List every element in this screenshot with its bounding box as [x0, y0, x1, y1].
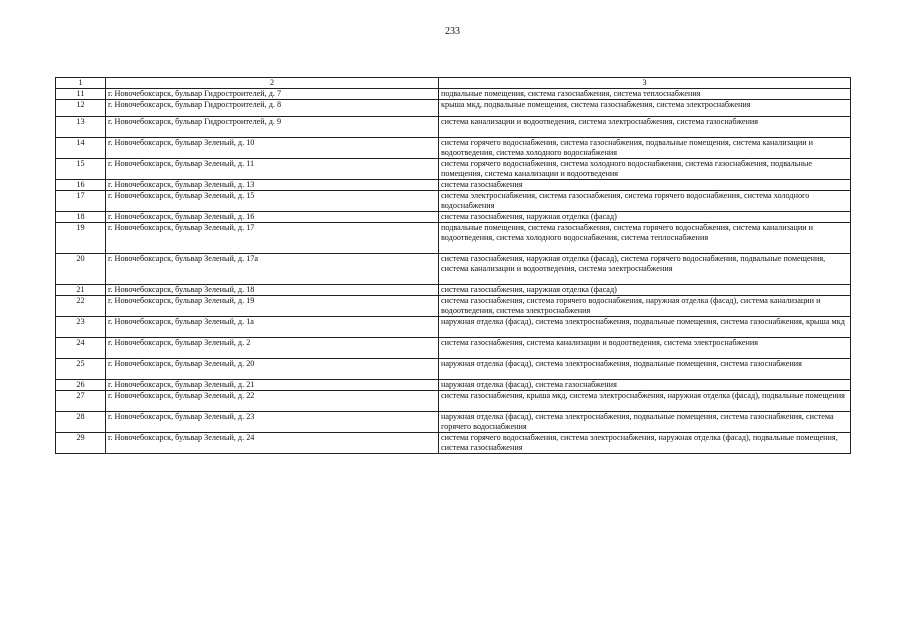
row-number: 28 [56, 412, 106, 433]
table-row [56, 159, 851, 180]
table-row [56, 191, 851, 212]
row-works: система канализации и водоотведения, система электроснабжения, система газоснабжения [439, 117, 851, 138]
table-row [56, 433, 851, 454]
row-number: 23 [56, 317, 106, 338]
row-address: г. Новочебоксарск, бульвар Зеленый, д. 1а [106, 317, 439, 338]
row-number: 20 [56, 254, 106, 285]
row-address: г. Новочебоксарск, бульвар Зеленый, д. 10 [106, 138, 439, 159]
table-row [56, 117, 851, 138]
row-number: 22 [56, 296, 106, 317]
page-number: 233 [445, 26, 460, 37]
row-address: г. Новочебоксарск, бульвар Гидростроителей, д. 8 [106, 100, 439, 117]
table-row [56, 223, 851, 254]
row-address: г. Новочебоксарск, бульвар Зеленый, д. 16 [106, 212, 439, 223]
row-address: г. Новочебоксарск, бульвар Гидростроителей, д. 7 [106, 89, 439, 100]
row-works: наружная отделка (фасад), система электроснабжения, подвальные помещения, система газоснабжения, система горячего водоснабжения [439, 412, 851, 433]
row-address: г. Новочебоксарск, бульвар Гидростроителей, д. 9 [106, 117, 439, 138]
row-works: крыша мкд, подвальные помещения, система газоснабжения, система электроснабжения [439, 100, 851, 117]
row-address: г. Новочебоксарск, бульвар Зеленый, д. 2 [106, 338, 439, 359]
row-address: г. Новочебоксарск, бульвар Зеленый, д. 17а [106, 254, 439, 285]
row-works: система газоснабжения, наружная отделка (фасад) [439, 285, 851, 296]
table-row [56, 317, 851, 338]
row-number: 14 [56, 138, 106, 159]
table-row [56, 338, 851, 359]
row-works: подвальные помещения, система газоснабжения, система горячего водоснабжения, система канализации и водоотведения, система холодного водоснабжения, система теплоснабжения [439, 223, 851, 254]
row-number: 27 [56, 391, 106, 412]
row-works: наружная отделка (фасад), система электроснабжения, подвальные помещения, система газоснабжения [439, 359, 851, 380]
table-row [56, 412, 851, 433]
row-address: г. Новочебоксарск, бульвар Зеленый, д. 15 [106, 191, 439, 212]
row-number: 24 [56, 338, 106, 359]
row-number: 19 [56, 223, 106, 254]
row-number: 26 [56, 380, 106, 391]
table-row [56, 359, 851, 380]
row-address: г. Новочебоксарск, бульвар Зеленый, д. 24 [106, 433, 439, 454]
row-works: система газоснабжения, наружная отделка (фасад), система горячего водоснабжения, подвальные помещения, система канализации и водоотведения, система электроснабжения [439, 254, 851, 285]
table-row [56, 296, 851, 317]
row-address: г. Новочебоксарск, бульвар Зеленый, д. 19 [106, 296, 439, 317]
table-row [56, 138, 851, 159]
row-works: система горячего водоснабжения, система газоснабжения, подвальные помещения, система канализации и водоотведения, система холодного водоснабжения [439, 138, 851, 159]
building-works-table [55, 77, 851, 454]
row-address: г. Новочебоксарск, бульвар Зеленый, д. 23 [106, 412, 439, 433]
row-works: система газоснабжения, система горячего водоснабжения, наружная отделка (фасад), система канализации и водоотведения, система электроснабжения [439, 296, 851, 317]
row-number: 15 [56, 159, 106, 180]
row-number: 29 [56, 433, 106, 454]
row-works: система газоснабжения [439, 180, 851, 191]
row-number: 12 [56, 100, 106, 117]
row-works: система газоснабжения, крыша мкд, система электроснабжения, наружная отделка (фасад), подвальные помещения [439, 391, 851, 412]
column-header-number: 1 [56, 78, 106, 89]
row-number: 18 [56, 212, 106, 223]
row-works: система газоснабжения, наружная отделка (фасад) [439, 212, 851, 223]
row-address: г. Новочебоксарск, бульвар Зеленый, д. 20 [106, 359, 439, 380]
row-number: 25 [56, 359, 106, 380]
row-address: г. Новочебоксарск, бульвар Зеленый, д. 11 [106, 159, 439, 180]
row-works: система электроснабжения, система газоснабжения, система горячего водоснабжения, система холодного водоснабжения [439, 191, 851, 212]
row-works: наружная отделка (фасад), система газоснабжения [439, 380, 851, 391]
table-header-row [56, 78, 851, 89]
row-address: г. Новочебоксарск, бульвар Зеленый, д. 13 [106, 180, 439, 191]
table-row [56, 380, 851, 391]
row-number: 16 [56, 180, 106, 191]
row-works: система горячего водоснабжения, система холодного водоснабжения, система газоснабжения, подвальные помещения, система канализации и водоотведения [439, 159, 851, 180]
row-address: г. Новочебоксарск, бульвар Зеленый, д. 21 [106, 380, 439, 391]
row-address: г. Новочебоксарск, бульвар Зеленый, д. 17 [106, 223, 439, 254]
table-row [56, 285, 851, 296]
row-works: наружная отделка (фасад), система электроснабжения, подвальные помещения, система газоснабжения, крыша мкд [439, 317, 851, 338]
row-number: 21 [56, 285, 106, 296]
row-number: 11 [56, 89, 106, 100]
row-number: 17 [56, 191, 106, 212]
row-address: г. Новочебоксарск, бульвар Зеленый, д. 18 [106, 285, 439, 296]
table-row [56, 254, 851, 285]
row-address: г. Новочебоксарск, бульвар Зеленый, д. 22 [106, 391, 439, 412]
column-header-works: 3 [439, 78, 851, 89]
row-number: 13 [56, 117, 106, 138]
row-works: подвальные помещения, система газоснабжения, система теплоснабжения [439, 89, 851, 100]
table-row [56, 180, 851, 191]
column-header-address: 2 [106, 78, 439, 89]
table-row [56, 391, 851, 412]
row-works: система горячего водоснабжения, система электроснабжения, наружная отделка (фасад), подвальные помещения, система газоснабжения [439, 433, 851, 454]
table-row [56, 212, 851, 223]
table-row [56, 89, 851, 100]
row-works: система газоснабжения, система канализации и водоотведения, система электроснабжения [439, 338, 851, 359]
table-row [56, 100, 851, 117]
